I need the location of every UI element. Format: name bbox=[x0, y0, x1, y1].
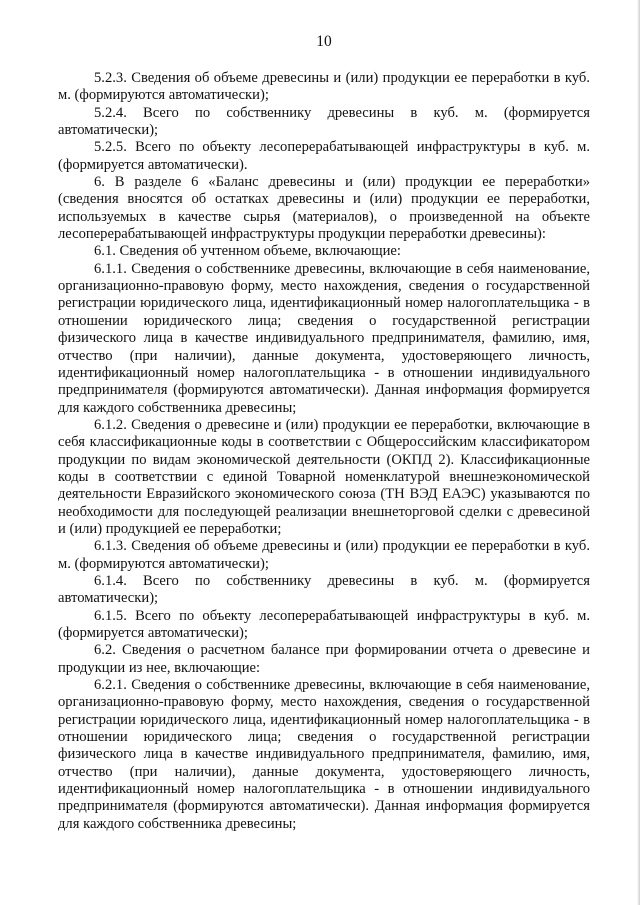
paragraph-5-2-4: 5.2.4. Всего по собственнику древесины в куб. м. (формируется автоматически); bbox=[58, 104, 590, 139]
paragraph-6-1: 6.1. Сведения об учтенном объеме, включающие: bbox=[94, 243, 401, 260]
paragraph-6-1-2: 6.1.2. Сведения о древесине и (или) продукции ее переработки, включающие в себя классификационные коды в соответствии с Общероссийским классификатором продукции по видам экономической деятельности (ОКПД 2). Классификационные коды в соответствии с единой Товарной номенклатурой внешнеэкономической деятельности Евразийского экономического союза (ТН ВЭД ЕАЭС) указываются по необходимости для последующей реализации внешнеторговой сделки с древесиной и (или) продукцией ее переработки; bbox=[58, 416, 590, 537]
page-number: 10 bbox=[316, 33, 332, 50]
document-body bbox=[58, 70, 590, 833]
paragraph-6-1-3: 6.1.3. Сведения об объеме древесины и (или) продукции ее переработки в куб. м. (формируются автоматически); bbox=[58, 538, 590, 572]
paragraph-6-1-5: 6.1.5. Всего по объекту лесоперерабатывающей инфраструктуры в куб. м. (формируется автоматически); bbox=[58, 607, 590, 641]
paragraph-6: 6. В разделе 6 «Баланс древесины и (или) продукции ее переработки» (сведения вносятся об остатках древесины и (или) продукции ее переработки, используемых в качестве сырья (материалов), о произведенной на объекте лесоперерабатывающей инфраструктуры продукции переработки древесины): bbox=[58, 174, 590, 243]
paragraph-5-2-3: 5.2.3. Сведения об объеме древесины и (или) продукции ее переработки в куб. м. (формируются автоматически); bbox=[58, 70, 590, 104]
paragraph-6-2-1: 6.2.1. Сведения о собственнике древесины, включающие в себя наименование, организационно-правовую форму, место нахождения, сведения о государственной регистрации юридического лица, идентификационный номер налогоплательщика - в отношении юридического лица; сведения о государственной регистрации физического лица в качестве индивидуального предпринимателя, фамилию, имя, отчество (при наличии), данные документа, удостоверяющего личность, идентификационный номер налогоплательщика - в отношении индивидуального предпринимателя (формируются автоматически). Данная информация формируется для каждого собственника древесины; bbox=[58, 677, 590, 832]
paragraph-6-2: 6.2. Сведения о расчетном балансе при формировании отчета о древесине и продукции из нее, включающие: bbox=[58, 642, 590, 676]
paragraph-6-1-4: 6.1.4. Всего по собственнику древесины в куб. м. (формируется автоматически); bbox=[58, 572, 590, 607]
paragraph-6-1-1: 6.1.1. Сведения о собственнике древесины, включающие в себя наименование, организационно-правовую форму, место нахождения, сведения о государственной регистрации юридического лица, идентификационный номер налогоплательщика - в отношении юридического лица; сведения о государственной регистрации физического лица в качестве индивидуального предпринимателя, фамилию, имя, отчество (при наличии), данные документа, удостоверяющего личность, идентификационный номер налогоплательщика - в отношении индивидуального предпринимателя (формируются автоматически). Данная информация формируется для каждого собственника древесины; bbox=[58, 260, 590, 416]
paragraph-5-2-5: 5.2.5. Всего по объекту лесоперерабатывающей инфраструктуры в куб. м. (формируется автоматически). bbox=[58, 139, 590, 173]
